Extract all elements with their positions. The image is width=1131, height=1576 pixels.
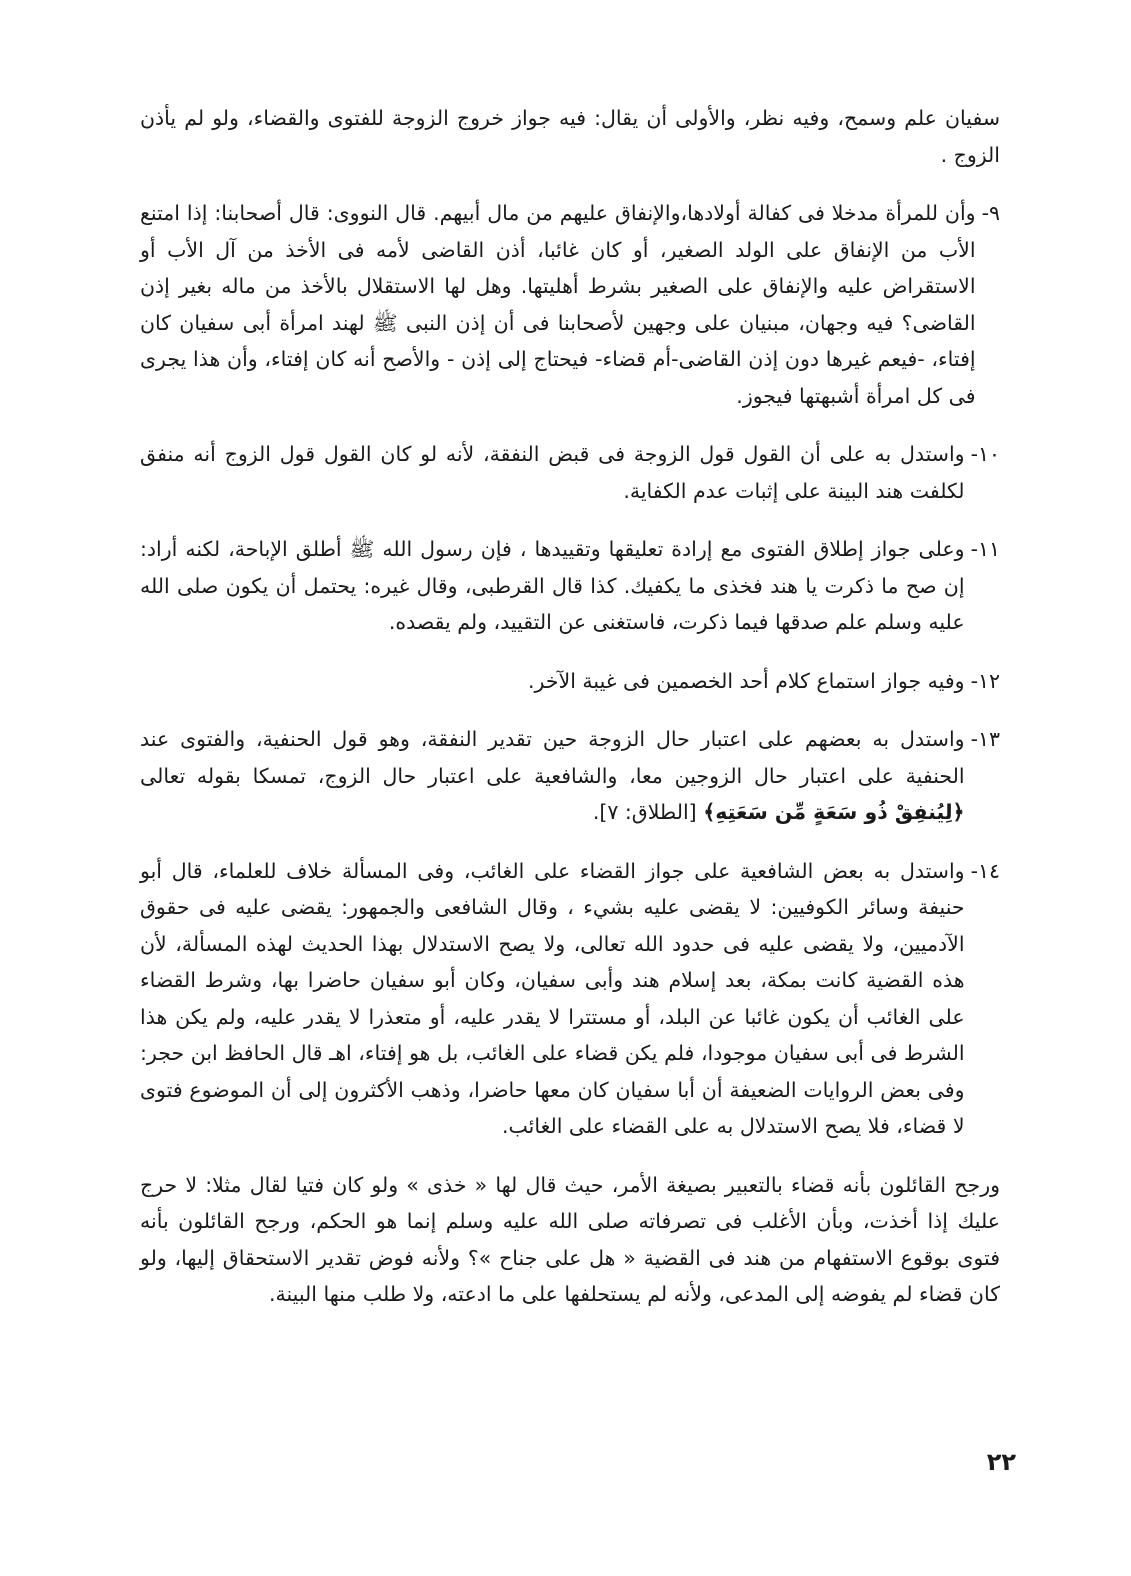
closing-paragraph: ورجح القائلون بأنه قضاء بالتعبير بصيغة الأمر، حيث قال لها « خذى » ولو كان فتيا لقال مثلا: لا حرج عليك إذا أخذت، وبأن الأغلب فى تصرفاته صلى الله عليه وسلم إنما هو الحكم، ورجح القائلون بأنه فتوى بوقوع الاستفهام من هند فى القضية « هل على جناح »؟ ولأنه فوض تقدير الاستحقاق إليها، ولو كان قضاء لم يفوضه إلى المدعى، ولأنه لم يستحلفها على ما ادعته، ولا طلب منها البينة.: [140, 1172, 1000, 1306]
continuation-paragraph: سفيان علم وسمح، وفيه نظر، والأولى أن يقال: فيه جواز خروج الزوجة للفتوى والقضاء، ولو لم يأذن الزوج .: [140, 106, 1000, 167]
list-item-11: [140, 531, 1000, 641]
item-number: ١٢-: [970, 668, 1000, 693]
page-body: [140, 100, 1000, 1335]
item-number: ١٤-: [970, 858, 1000, 883]
item-number: ١١-: [970, 537, 1000, 561]
item-text: وعلى جواز إطلاق الفتوى مع إرادة تعليقها وتقييدها ، فإن رسول الله ﷺ أطلق الإباحة، لكنه أراد: إن صح ما ذكرت يا هند فخذى ما يكفيك. كذا قال القرطبى، وقال غيره: يحتمل أن يكون صلى الله عليه وسلم علم صدقها فيما ذكرت، فاستغنى عن التقييد، ولم يقصده.: [140, 537, 965, 634]
item-text: واستدل به بعضهم على اعتبار حال الزوجة حين تقدير النفقة، وهو قول الحنفية، والفتوى عند الحنفية على اعتبار حال الزوجين معا، والشافعية على اعتبار حال الزوج، تمسكا بقوله تعالى: [140, 727, 965, 788]
item-text-with-quran: [140, 721, 965, 831]
item-number: ١٣-: [970, 727, 1000, 751]
list-item-12: [140, 663, 1000, 700]
item-number: ١٠-: [970, 442, 1000, 466]
list-item-10: [140, 436, 1000, 509]
item-text: واستدل به على أن القول قول الزوجة فى قبض النفقة، لأنه لو كان القول قول الزوج أنه منفق لكلفت هند البينة على إثبات عدم الكفاية.: [140, 442, 965, 503]
item-text: وفيه جواز استماع كلام أحد الخصمين فى غيبة الآخر.: [528, 668, 965, 693]
list-item-9: [140, 195, 1000, 414]
item-text: واستدل به بعض الشافعية على جواز القضاء على الغائب، وفى المسألة خلاف للعلماء، قال أبو حنيفة وسائر الكوفيين: لا يقضى عليه بشيء ، وقال الشافعى والجمهور: يقضى عليه فى حقوق الآدميين، ولا يقضى عليه فى حدود الله تعالى، ولا يصح الاستدلال بهذا الحديث لهذه المسألة، لأن هذه القضية كانت بمكة، بعد إسلام هند وأبى سفيان، وكان أبو سفيان حاضرا بها، وشرط القضاء على الغائب أن يكون غائبا عن البلد، أو مستترا لا يقدر عليه، أو متعذرا لا يقدر عليه، ولم يكن هذا الشرط فى أبى سفيان موجودا، فلم يكن قضاء على الغائب، بل هو إفتاء، اهـ قال الحافظ ابن حجر: وفى بعض الروايات الضعيفة أن أبا سفيان كان معها حاضرا، وذهب الأكثرون إلى أن الموضوع فتوى لا قضاء، فلا يصح الاستدلال به على القضاء على الغائب.: [140, 858, 965, 1138]
item-text: وأن للمرأة مدخلا فى كفالة أولادها،والإنفاق عليهم من مال أبيهم. قال النووى: قال أصحابنا: إذا امتنع الأب من الإنفاق على الولد الصغير، أو كان غائبا، أذن القاضى لأمه فى الأخذ من آل الأب أو الاستقراض عليه والإنفاق على الصغير بشرط أهليتها. وهل لها الاستقلال بالأخذ من ماله بغير إذن القاضى؟ فيه وجهان، مبنيان على وجهين لأصحابنا فى أن إذن النبى ﷺ لهند امرأة أبى سفيان كان إفتاء، -فيعم غيرها دون إذن القاضى-أم قضاء- فيحتاج إلى إذن - والأصح أنه كان إفتاء، وأن هذا يجرى فى كل امرأة أشبهتها فيجوز.: [140, 201, 976, 408]
quran-verse: ﴿لِيُنفِقْ ذُو سَعَةٍ مِّن سَعَتِهِ﴾: [703, 800, 965, 824]
quran-reference: [الطلاق: ٧].: [592, 800, 697, 824]
list-item-14: [140, 853, 1000, 1145]
page-number: ٢٢: [986, 1448, 1016, 1476]
item-number: ٩-: [981, 201, 1000, 225]
list-item-13: [140, 721, 1000, 831]
